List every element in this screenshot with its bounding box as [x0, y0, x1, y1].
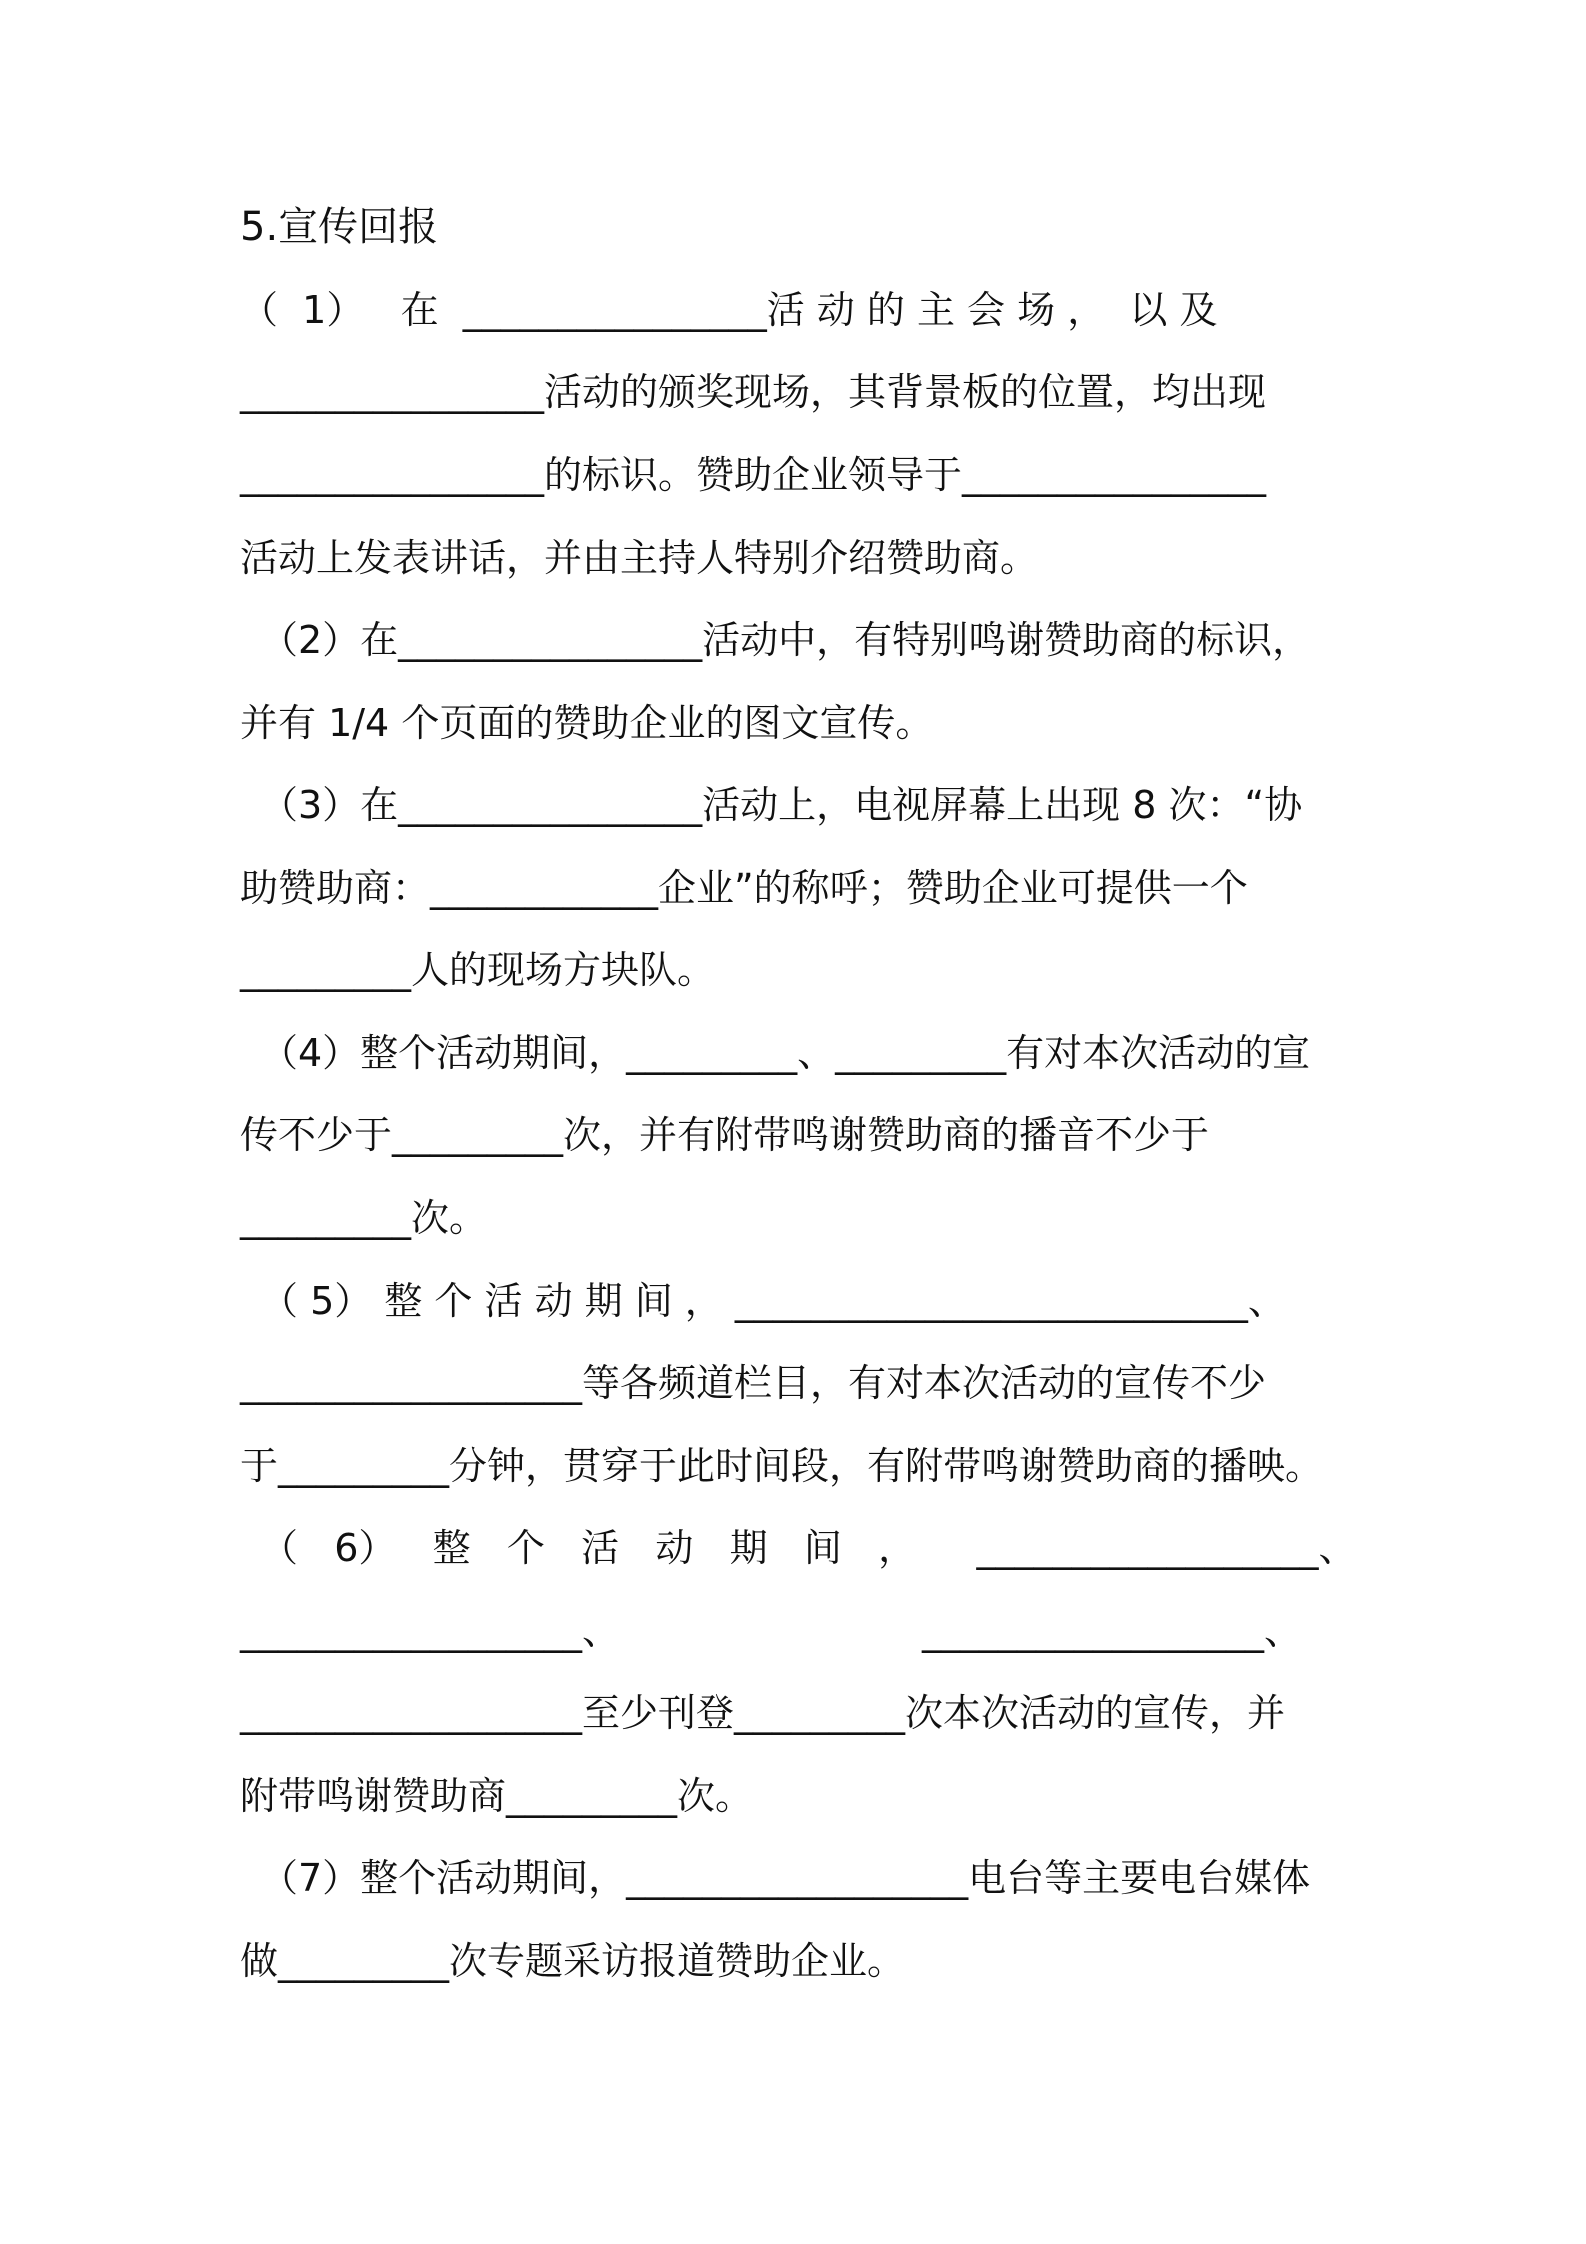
paragraph-2-line-2: 并有 1/4 个页面的赞助企业的图文宣传。 — [240, 701, 934, 745]
paragraph-6-line-4: 附带鸣谢赞助商_________次。 — [240, 1774, 754, 1818]
paragraph-6-line-3: __________________至少刊登_________次本次活动的宣传，并 — [240, 1691, 1286, 1735]
paragraph-1-line-1: （ 1） 在 ________________活 动 的 主 会 场 ， 以 及 — [240, 288, 1218, 332]
paragraph-6-line-2: __________________、 __________________、 — [240, 1609, 1302, 1653]
paragraph-7-line-2: 做_________次专题采访报道赞助企业。 — [240, 1939, 906, 1983]
paragraph-1-line-2: ________________活动的颁奖现场，其背景板的位置，均出现 — [240, 370, 1267, 414]
paragraph-2-line-1: （2）在________________活动中，有特别鸣谢赞助商的标识， — [260, 618, 1311, 662]
paragraph-3-line-2: 助赞助商：____________企业”的称呼；赞助企业可提供一个 — [240, 866, 1248, 910]
paragraph-5-line-2: __________________等各频道栏目，有对本次活动的宣传不少 — [240, 1361, 1267, 1405]
paragraph-3-line-3: _________人的现场方块队。 — [240, 948, 716, 992]
section-heading: 5.宣传回报 — [240, 204, 439, 250]
paragraph-5-line-3: 于_________分钟，贯穿于此时间段，有附带鸣谢赞助商的播映。 — [240, 1444, 1324, 1488]
paragraph-4-line-3: _________次。 — [240, 1196, 488, 1240]
paragraph-4-line-1: （4）整个活动期间，_________、_________有对本次活动的宣 — [260, 1031, 1311, 1075]
paragraph-1-line-4: 活动上发表讲话，并由主持人特别介绍赞助商。 — [240, 536, 1039, 580]
paragraph-3-line-1: （3）在________________活动上，电视屏幕上出现 8 次：“协 — [260, 783, 1303, 827]
paragraph-7-line-1: （7）整个活动期间，__________________电台等主要电台媒体 — [260, 1856, 1311, 1900]
paragraph-1-line-3: ________________的标识。赞助企业领导于________________ — [240, 453, 1267, 497]
paragraph-6-line-1: （ 6） 整 个 活 动 期 间 ， __________________、 — [260, 1526, 1357, 1570]
paragraph-5-line-1: （ 5） 整 个 活 动 期 间 ， ___________________________、 — [260, 1279, 1286, 1323]
paragraph-4-line-2: 传不少于_________次，并有附带鸣谢赞助商的播音不少于 — [240, 1113, 1210, 1157]
